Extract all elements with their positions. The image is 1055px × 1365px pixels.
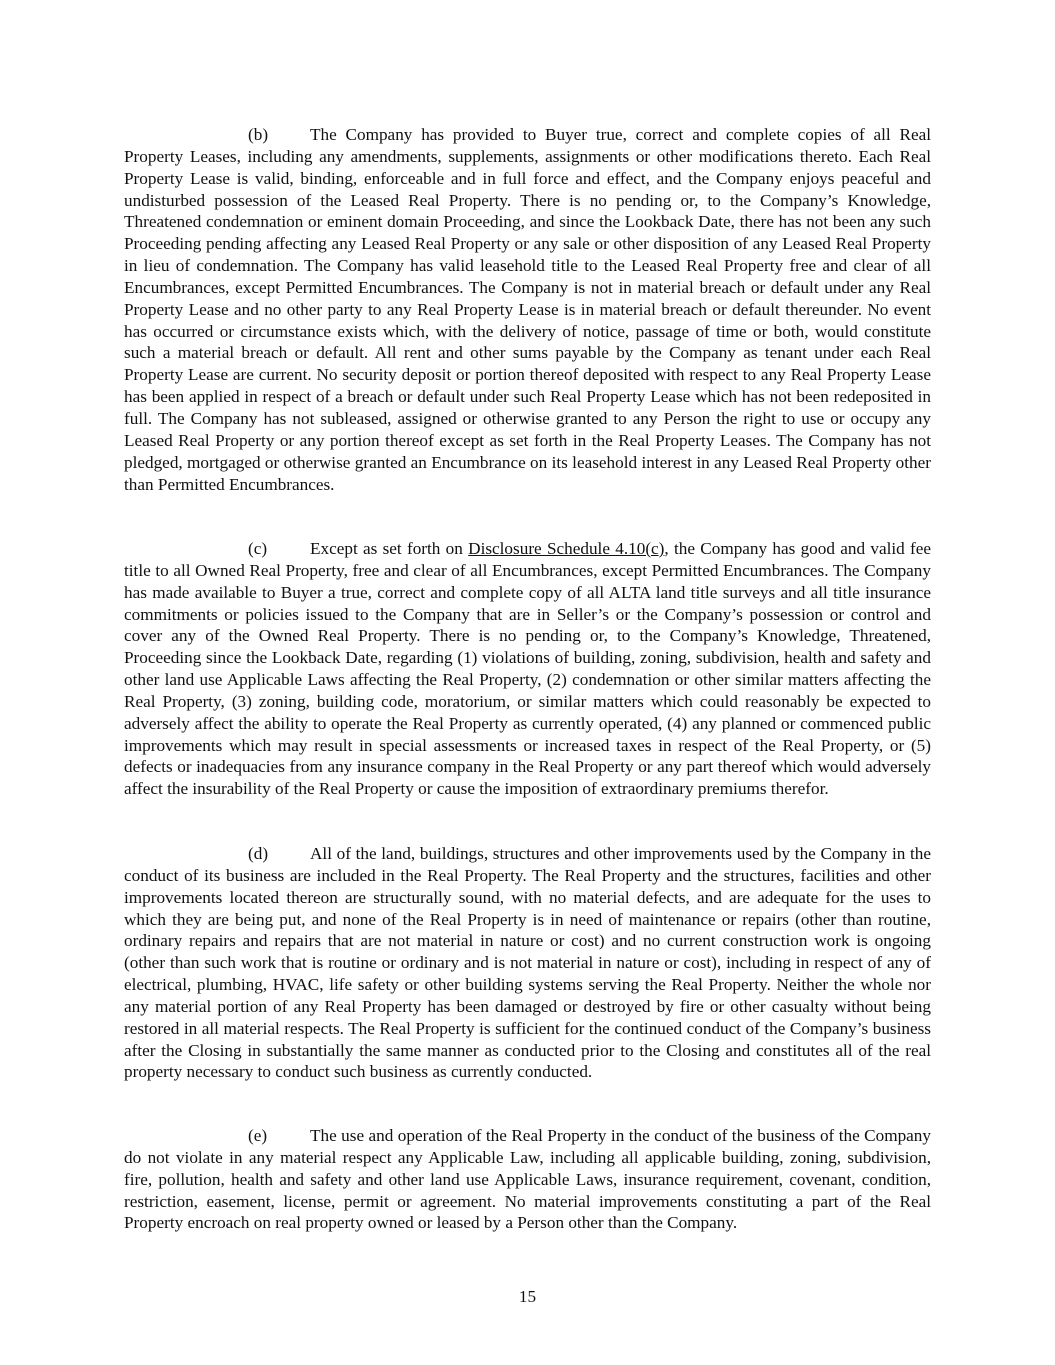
paragraph-c [124,538,931,800]
paragraph-marker-b: (b) [248,125,269,144]
disclosure-schedule-reference: Disclosure Schedule 4.10(c) [468,539,665,558]
paragraph-b [124,124,931,495]
paragraph-marker-d: (d) [248,844,269,863]
paragraph-b-text: The Company has provided to Buyer true, correct and complete copies of all Real Property Leases, including any amendments, supplements, assignments or other modifications thereto. Each Real Property Lease is valid, binding, enforceable and in full force and effect, and the Company enjoys peaceful and undisturbed possession of the Leased Real Property. There is no pending or, to the Company’s Knowledge, Threatened condemnation or eminent domain Proceeding, and since the Lookback Date, there has not been any such Proceeding pending affecting any Leased Real Property or any sale or other disposition of any Leased Real Property in lieu of condemnation. The Company has valid leasehold title to the Leased Real Property free and clear of all Encumbrances, except Permitted Encumbrances. The Company is not in material breach or default under any Real Property Lease and no other party to any Real Property Lease is in material breach or default thereunder. No event has occurred or circumstance exists which, with the delivery of notice, passage of time or both, would constitute such a material breach or default. All rent and other sums payable by the Company as tenant under each Real Property Lease are current. No security deposit or portion thereof deposited with respect to any Real Property Lease has been applied in respect of a breach or default under such Real Property Lease which has not been redeposited in full. The Company has not subleased, assigned or otherwise granted to any Person the right to use or occupy any Leased Real Property or any portion thereof except as set forth in the Real Property Leases. The Company has not pledged, mortgaged or otherwise granted an Encumbrance on its leasehold interest in any Leased Real Property other than Permitted Encumbrances. [124,125,931,494]
paragraph-e [124,1125,931,1234]
paragraph-d-text: All of the land, buildings, structures and other improvements used by the Company in the conduct of its business are included in the Real Property. The Real Property and the structures, facilities and other improvements located thereon are structurally sound, with no material defects, and are adequate for the uses to which they are being put, and none of the Real Property is in need of maintenance or repairs (other than routine, ordinary repairs and repairs that are not material in nature or cost) and no current construction work is ongoing (other than such work that is routine or ordinary and is not material in nature or cost), including in respect of any of electrical, plumbing, HVAC, life safety or other building systems serving the Real Property. Neither the whole nor any material portion of any Real Property has been damaged or destroyed by fire or other casualty without being restored in all material respects. The Real Property is sufficient for the continued conduct of the Company’s business after the Closing in substantially the same manner as conducted prior to the Closing and constitutes all of the real property necessary to conduct such business as currently conducted. [124,844,931,1082]
paragraph-marker-e: (e) [248,1126,268,1145]
paragraph-c-text-before: Except as set forth on [310,539,469,558]
paragraph-d [124,843,931,1083]
paragraph-marker-c: (c) [248,539,268,558]
page-number: 15 [518,1287,537,1306]
paragraph-e-text: The use and operation of the Real Property in the conduct of the business of the Company do not violate in any material respect any Applicable Law, including all applicable building, zoning, subdivision, fire, pollution, health and safety and other land use Applicable Laws, insurance requirement, covenant, condition, restriction, easement, license, permit or agreement. No material improvements constituting a part of the Real Property encroach on real property owned or leased by a Person other than the Company. [124,1126,931,1233]
paragraph-c-text-after: , the Company has good and valid fee title to all Owned Real Property, free and clear of all Encumbrances, except Permitted Encumbrances. The Company has made available to Buyer a true, correct and complete copy of all ALTA land title surveys and all title insurance commitments or policies issued to the Company that are in Seller’s or the Company’s possession or control and cover any of the Owned Real Property. There is no pending or, to the Company’s Knowledge, Threatened, Proceeding since the Lookback Date, regarding (1) violations of building, zoning, subdivision, health and safety and other land use Applicable Laws affecting the Real Property, (2) condemnation or other similar matters affecting the Real Property, (3) zoning, building code, moratorium, or similar matters which could reasonably be expected to adversely affect the ability to operate the Real Property as currently operated, (4) any planned or commenced public improvements which may result in special assessments or increased taxes in respect of the Real Property, or (5) defects or inadequacies from any insurance company in the Real Property or any part thereof which would adversely affect the insurability of the Real Property or cause the imposition of extraordinary premiums therefor. [124,539,931,799]
